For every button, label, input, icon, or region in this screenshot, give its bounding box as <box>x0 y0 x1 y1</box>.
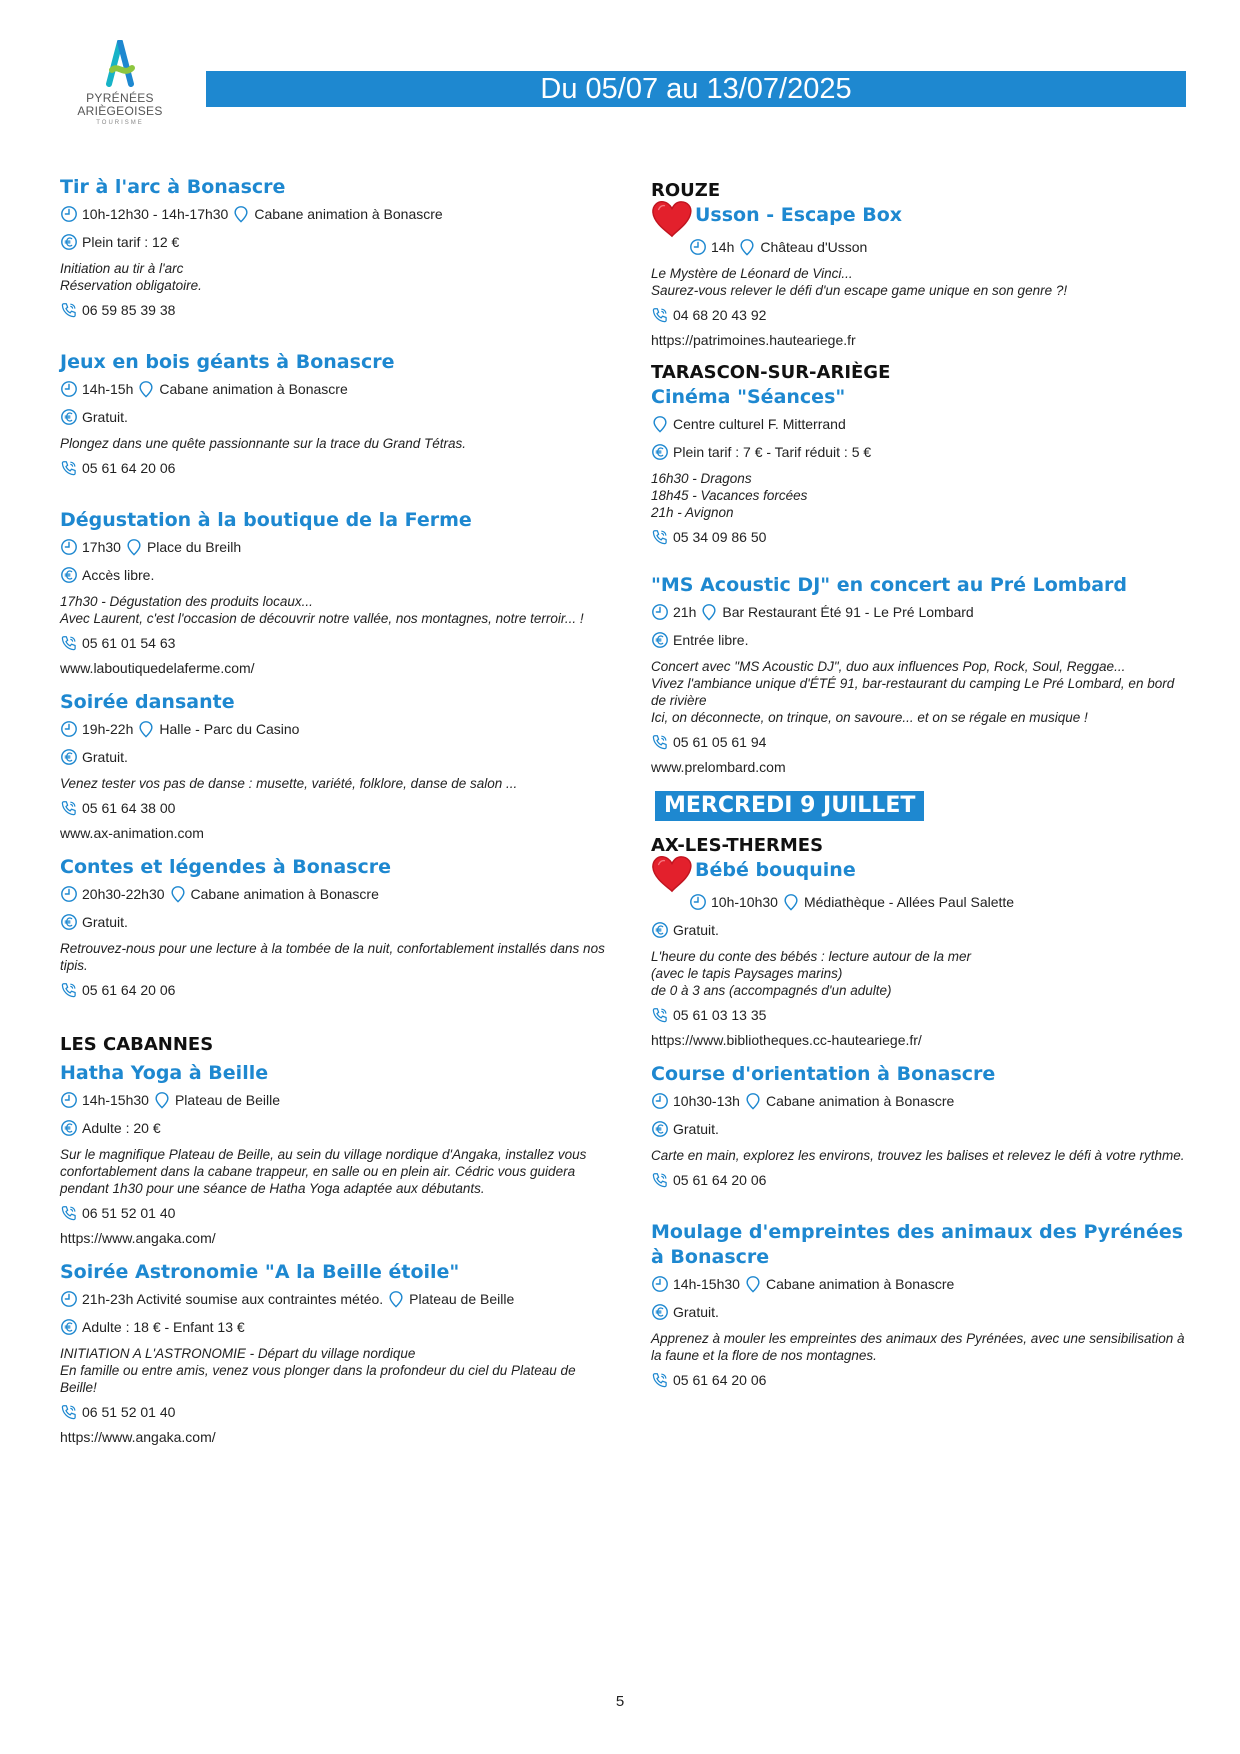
event-title: Hatha Yoga à Beille <box>60 1062 269 1084</box>
event-price-row <box>60 232 605 252</box>
euro-icon <box>651 1303 669 1321</box>
event-price-row <box>60 1317 605 1337</box>
event-moulage <box>651 1220 1191 1390</box>
event-place: Château d'Usson <box>760 239 868 255</box>
event-phone[interactable] <box>60 1203 605 1223</box>
event-price-row <box>60 912 605 932</box>
event-meta <box>651 414 1191 434</box>
event-price: Gratuit. <box>673 922 719 938</box>
euro-icon <box>60 1119 78 1137</box>
event-phone[interactable] <box>651 732 1191 752</box>
event-url[interactable]: www.prelombard.com <box>651 759 786 775</box>
event-phone[interactable] <box>60 798 605 818</box>
desc-line: Saurez-vous relever le défi d'un escape game unique en son genre ?! <box>651 283 1068 298</box>
event-description: Apprenez à mouler les empreintes des animaux des Pyrénées, avec une sensibilisation à la faune et la flore de nos montagnes. <box>651 1331 1185 1363</box>
logo-line-3: TOURISME <box>96 120 144 126</box>
phone-number: 05 61 64 20 06 <box>673 1372 767 1388</box>
event-place: Plateau de Beille <box>174 1092 281 1108</box>
event-price-row <box>651 920 1191 940</box>
event-meta <box>651 892 1191 912</box>
location-pin-icon <box>137 720 155 738</box>
event-title: Tir à l'arc à Bonascre <box>60 176 286 198</box>
event-phone[interactable] <box>651 1170 1191 1190</box>
event-title: Soirée dansante <box>60 691 235 713</box>
location-pin-icon <box>232 205 250 223</box>
desc-line: En famille ou entre amis, venez vous plonger dans la profondeur du ciel du Plateau de Beille! <box>60 1363 576 1395</box>
phone-icon <box>60 1204 78 1222</box>
event-price-row <box>651 1119 1191 1139</box>
event-url[interactable]: www.ax-animation.com <box>60 825 204 841</box>
town-heading: ROUZE <box>651 180 721 201</box>
desc-line: L'heure du conte des bébés : lecture autour de la mer <box>651 949 972 964</box>
right-column <box>651 180 1191 1402</box>
event-time: 17h30 <box>82 539 121 555</box>
event-place: Cabane animation à Bonascre <box>765 1276 955 1292</box>
location-pin-icon <box>169 885 187 903</box>
desc-line: Initiation au tir à l'arc <box>60 261 184 276</box>
phone-number: 06 59 85 39 38 <box>82 302 176 318</box>
event-contes <box>60 855 605 1000</box>
clock-icon <box>651 1092 669 1110</box>
desc-line: Le Mystère de Léonard de Vinci... <box>651 266 853 281</box>
euro-icon <box>60 566 78 584</box>
phone-number: 05 61 05 61 94 <box>673 734 767 750</box>
event-url[interactable]: https://www.bibliotheques.cc-hauteariege.fr/ <box>651 1032 922 1048</box>
phone-icon <box>60 799 78 817</box>
event-place: Cabane animation à Bonascre <box>765 1093 955 1109</box>
desc-line: Réservation obligatoire. <box>60 278 202 293</box>
event-price: Adulte : 18 € - Enfant 13 € <box>82 1319 245 1335</box>
event-meta <box>60 379 605 399</box>
event-ms-acoustic <box>651 573 1191 777</box>
event-price-row <box>651 1302 1191 1322</box>
desc-line: 18h45 - Vacances forcées <box>651 488 808 503</box>
event-price: Gratuit. <box>82 409 128 425</box>
event-time: 21h <box>673 604 697 620</box>
event-time: 14h-15h <box>82 381 134 397</box>
town-heading: TARASCON-SUR-ARIÈGE <box>651 362 891 383</box>
event-phone[interactable] <box>651 305 1191 325</box>
event-astronomie <box>60 1260 605 1447</box>
event-price: Plein tarif : 12 € <box>82 234 180 250</box>
location-pin-icon <box>153 1091 171 1109</box>
phone-number: 05 34 09 86 50 <box>673 529 767 545</box>
desc-line: de 0 à 3 ans (accompagnés d'un adulte) <box>651 983 892 998</box>
event-url[interactable]: www.laboutiquedelaferme.com/ <box>60 660 255 676</box>
tourism-logo <box>72 40 168 126</box>
event-title-row <box>651 203 1191 239</box>
desc-line: Avec Laurent, c'est l'occasion de découvrir notre vallée, nos montagnes, notre terroir... ! <box>60 611 584 626</box>
event-meta <box>60 204 605 224</box>
event-price: Gratuit. <box>673 1304 719 1320</box>
euro-icon <box>651 1120 669 1138</box>
clock-icon <box>60 885 78 903</box>
phone-icon <box>651 733 669 751</box>
event-place: Cabane animation à Bonascre <box>159 381 348 397</box>
event-bebe-bouquine <box>651 858 1191 1050</box>
logo-mark-icon <box>100 40 140 92</box>
clock-icon <box>60 1290 78 1308</box>
event-phone[interactable] <box>60 1402 605 1422</box>
event-phone[interactable] <box>60 458 605 478</box>
event-phone[interactable] <box>651 1005 1191 1025</box>
event-place: Cabane animation à Bonascre <box>190 886 379 902</box>
event-description <box>60 260 605 294</box>
event-soiree-dansante <box>60 690 605 843</box>
euro-icon <box>60 1318 78 1336</box>
desc-line: Vivez l'ambiance unique d'ÉTÉ 91, bar-restaurant du camping Le Pré Lombard, en bord de rivière <box>651 676 1175 708</box>
event-course-orientation <box>651 1062 1191 1190</box>
heart-icon <box>651 854 693 894</box>
location-pin-icon <box>137 380 155 398</box>
euro-icon <box>651 631 669 649</box>
phone-number: 05 61 64 20 06 <box>82 460 176 476</box>
event-phone[interactable] <box>60 300 605 320</box>
desc-line: Venez tester vos pas de danse : musette, variété, folklore, danse de salon ... <box>60 776 518 791</box>
event-phone[interactable] <box>651 1370 1191 1390</box>
event-price: Gratuit. <box>673 1121 719 1137</box>
event-meta <box>651 1274 1191 1294</box>
left-column <box>60 175 605 1459</box>
location-pin-icon <box>744 1092 762 1110</box>
town-heading: AX-LES-THERMES <box>651 835 824 856</box>
event-url[interactable]: https://www.angaka.com/ <box>60 1429 216 1445</box>
event-meta <box>651 602 1191 622</box>
desc-line: 21h - Avignon <box>651 505 734 520</box>
phone-icon <box>651 1006 669 1024</box>
euro-icon <box>651 443 669 461</box>
event-meta <box>60 719 605 739</box>
event-price-row <box>60 565 605 585</box>
desc-line: Plongez dans une quête passionnante sur la trace du Grand Tétras. <box>60 436 467 451</box>
event-meta <box>651 1091 1191 1111</box>
event-title: Cinéma "Séances" <box>651 386 846 408</box>
event-time: 14h-15h30 <box>82 1092 149 1108</box>
desc-line: Concert avec "MS Acoustic DJ", duo aux influences Pop, Rock, Soul, Reggae... <box>651 659 1126 674</box>
event-price: Gratuit. <box>82 914 128 930</box>
clock-icon <box>689 893 707 911</box>
event-phone[interactable] <box>651 527 1191 547</box>
event-degustation <box>60 508 605 678</box>
euro-icon <box>60 913 78 931</box>
event-title: Dégustation à la boutique de la Ferme <box>60 509 472 531</box>
phone-number: 05 61 03 13 35 <box>673 1007 767 1023</box>
location-pin-icon <box>738 238 756 256</box>
event-description: Sur le magnifique Plateau de Beille, au sein du village nordique d'Angaka, installez vous confortablement dans la cabane trappeur, en salle ou en plein air. Cédric vous guidera pendant 1h30 pour une séance de Hatha Yoga adaptée aux débutants. <box>60 1147 587 1196</box>
desc-line: 16h30 - Dragons <box>651 471 752 486</box>
event-time: 20h30-22h30 <box>82 886 165 902</box>
clock-icon <box>60 380 78 398</box>
event-meta <box>651 237 1191 257</box>
event-price: Gratuit. <box>82 749 128 765</box>
event-price: Plein tarif : 7 € - Tarif réduit : 5 € <box>673 444 872 460</box>
location-pin-icon <box>700 603 718 621</box>
page-number: 5 <box>615 1693 625 1710</box>
location-pin-icon <box>125 538 143 556</box>
event-place: Halle - Parc du Casino <box>159 721 300 737</box>
phone-number: 05 61 01 54 63 <box>82 635 176 651</box>
phone-icon <box>60 981 78 999</box>
event-tir-arc <box>60 175 605 320</box>
phone-icon <box>651 528 669 546</box>
phone-number: 04 68 20 43 92 <box>673 307 767 323</box>
event-price-row <box>60 1118 605 1138</box>
event-cinema <box>651 385 1191 547</box>
event-meta <box>60 1289 605 1309</box>
event-price-row <box>60 407 605 427</box>
event-meta <box>60 884 605 904</box>
euro-icon <box>60 748 78 766</box>
event-time: 10h30-13h <box>673 1093 740 1109</box>
event-price: Entrée libre. <box>673 632 749 648</box>
event-place: Médiathèque - Allées Paul Salette <box>803 894 1015 910</box>
event-hatha-yoga <box>60 1061 605 1248</box>
event-place: Centre culturel F. Mitterrand <box>673 416 846 432</box>
event-time: 10h-12h30 - 14h-17h30 <box>82 206 229 222</box>
heart-icon <box>651 199 693 239</box>
event-time: 21h-23h Activité soumise aux contraintes météo. <box>82 1291 384 1307</box>
event-price: Adulte : 20 € <box>82 1120 161 1136</box>
euro-icon <box>651 921 669 939</box>
event-description <box>651 265 1191 299</box>
phone-number: 05 61 64 20 06 <box>82 982 176 998</box>
event-description: Retrouvez-nous pour une lecture à la tombée de la nuit, confortablement installés dans nos tipis. <box>60 941 605 973</box>
phone-icon <box>651 1371 669 1389</box>
event-escape-box <box>651 203 1191 350</box>
phone-number: 05 61 64 38 00 <box>82 800 176 816</box>
event-time: 14h-15h30 <box>673 1276 740 1292</box>
event-time: 14h <box>711 239 735 255</box>
desc-line: (avec le tapis Paysages marins) <box>651 966 843 981</box>
event-place: Place du Breilh <box>146 539 242 555</box>
event-description: Carte en main, explorez les environs, trouvez les balises et relevez le défi à votre rythme. <box>651 1148 1185 1163</box>
clock-icon <box>60 720 78 738</box>
event-description <box>60 775 605 792</box>
event-place: Plateau de Beille <box>409 1291 515 1307</box>
event-place: Cabane animation à Bonascre <box>254 206 443 222</box>
clock-icon <box>651 603 669 621</box>
event-title: Usson - Escape Box <box>695 204 903 226</box>
phone-icon <box>60 634 78 652</box>
desc-line: INITIATION A L'ASTRONOMIE - Départ du village nordique <box>60 1346 416 1361</box>
euro-icon <box>60 408 78 426</box>
event-description <box>60 1345 605 1396</box>
clock-icon <box>60 1091 78 1109</box>
event-meta <box>60 537 605 557</box>
event-description <box>651 948 1191 999</box>
event-url[interactable]: https://www.angaka.com/ <box>60 1230 216 1246</box>
desc-line: 17h30 - Dégustation des produits locaux... <box>60 594 313 609</box>
event-place: Bar Restaurant Été 91 - Le Pré Lombard <box>722 604 974 620</box>
event-time: 10h-10h30 <box>711 894 778 910</box>
phone-icon <box>651 1171 669 1189</box>
clock-icon <box>689 238 707 256</box>
phone-number: 05 61 64 20 06 <box>673 1172 767 1188</box>
event-url[interactable]: https://patrimoines.hauteariege.fr <box>651 332 856 348</box>
event-title: Moulage d'empreintes des animaux des Pyrénées à Bonascre <box>651 1221 1184 1268</box>
phone-icon <box>60 459 78 477</box>
date-range-banner: Du 05/07 au 13/07/2025 <box>206 71 1186 107</box>
event-title: Bébé bouquine <box>695 859 856 881</box>
event-description <box>651 658 1191 726</box>
location-pin-icon <box>651 415 669 433</box>
event-title: "MS Acoustic DJ" en concert au Pré Lombard <box>651 574 1127 596</box>
event-title: Jeux en bois géants à Bonascre <box>60 351 395 373</box>
event-price-row <box>651 442 1191 462</box>
phone-icon <box>60 301 78 319</box>
phone-icon <box>651 306 669 324</box>
event-title: Soirée Astronomie "A la Beille étoile" <box>60 1261 460 1283</box>
event-title: Course d'orientation à Bonascre <box>651 1063 996 1085</box>
event-description <box>651 470 1191 521</box>
clock-icon <box>60 205 78 223</box>
event-price-row <box>60 747 605 767</box>
event-phone[interactable] <box>60 633 605 653</box>
event-jeux-bois <box>60 350 605 478</box>
location-pin-icon <box>782 893 800 911</box>
phone-number: 06 51 52 01 40 <box>82 1404 176 1420</box>
event-title: Contes et légendes à Bonascre <box>60 856 391 878</box>
logo-line-1: PYRÉNÉES <box>86 91 154 105</box>
location-pin-icon <box>387 1290 405 1308</box>
day-heading: MERCREDI 9 JUILLET <box>655 791 924 821</box>
logo-line-2: ARIÈGEOISES <box>77 104 163 118</box>
event-description <box>60 435 605 452</box>
phone-number: 06 51 52 01 40 <box>82 1205 176 1221</box>
clock-icon <box>651 1275 669 1293</box>
event-price: Accès libre. <box>82 567 155 583</box>
event-phone[interactable] <box>60 980 605 1000</box>
event-meta <box>60 1090 605 1110</box>
euro-icon <box>60 233 78 251</box>
event-description <box>60 593 605 627</box>
event-title-row <box>651 858 1191 894</box>
clock-icon <box>60 538 78 556</box>
phone-icon <box>60 1403 78 1421</box>
event-time: 19h-22h <box>82 721 134 737</box>
desc-line: Ici, on déconnecte, on trinque, on savoure... et on se régale en musique ! <box>651 710 1088 725</box>
location-pin-icon <box>744 1275 762 1293</box>
event-price-row <box>651 630 1191 650</box>
town-heading: LES CABANNES <box>60 1034 214 1055</box>
